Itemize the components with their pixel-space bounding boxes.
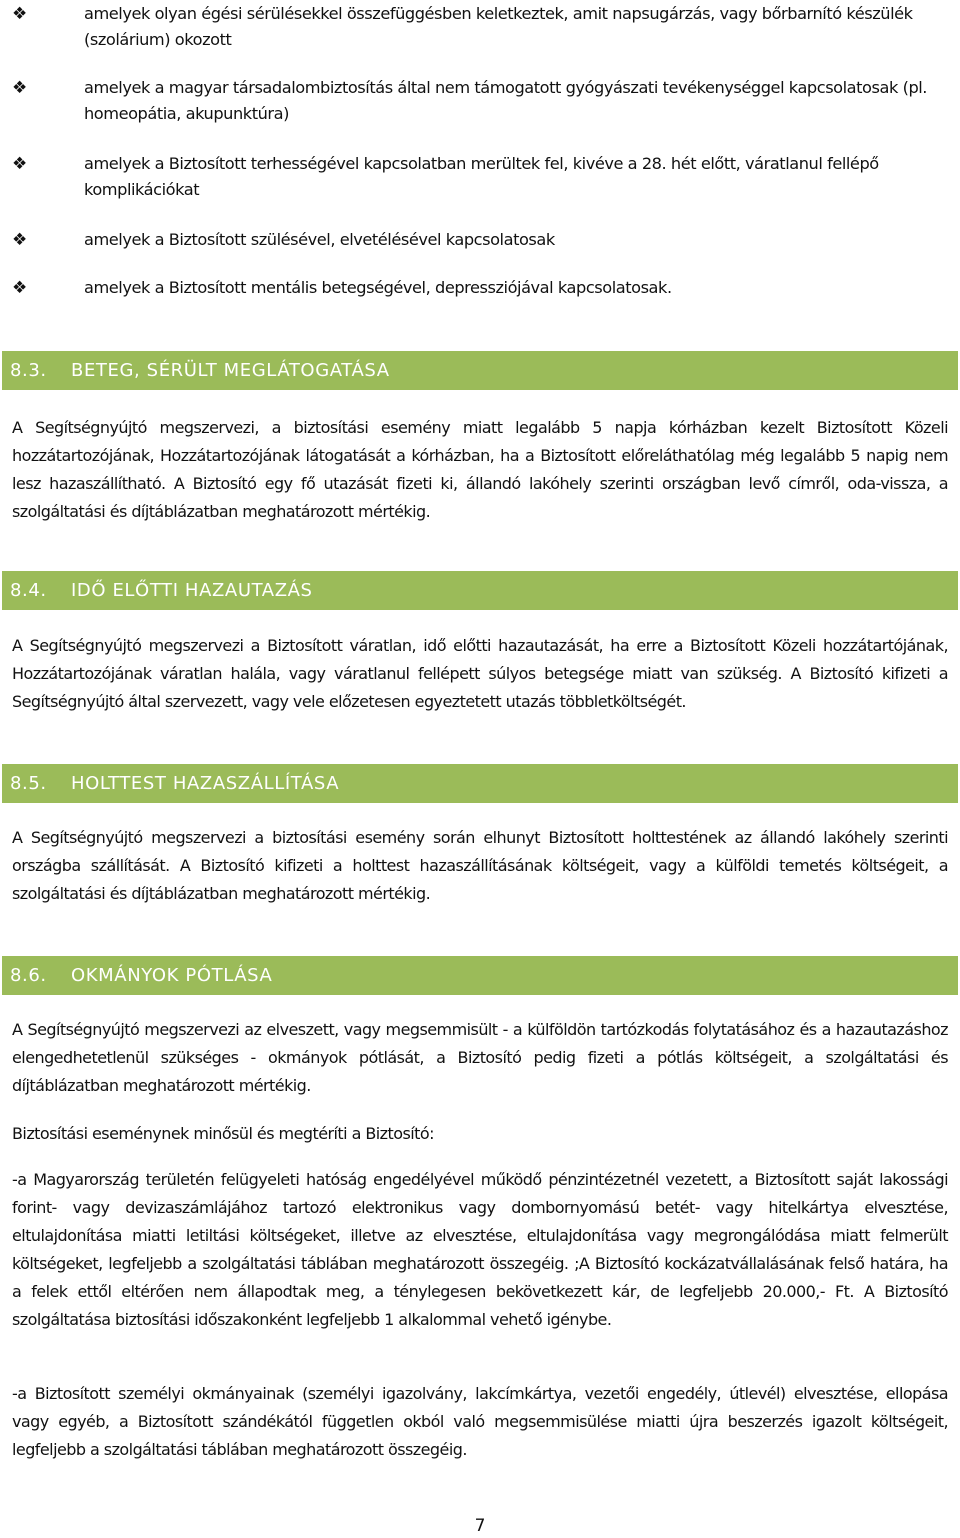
section-paragraph: Biztosítási eseménynek minősül és megtéríti a Biztosító:	[12, 1124, 434, 1143]
diamond-bullet-icon: ❖	[12, 154, 28, 174]
list-item-text: amelyek a Biztosított mentális betegségével, depressziójával kapcsolatosak.	[84, 278, 672, 297]
list-item-text: amelyek a magyar társadalombiztosítás által nem támogatott gyógyászati tevékenységgel kapcsolatosak (pl. homeopátia, akupunktúra)	[84, 78, 928, 123]
section-title: IDŐ ELŐTTI HAZAUTAZÁS	[71, 580, 313, 601]
diamond-bullet-icon: ❖	[12, 78, 28, 98]
section-number: 8.6.	[10, 965, 47, 986]
list-item	[12, 75, 952, 127]
list-item	[12, 227, 952, 253]
list-item-text: amelyek a Biztosított terhességével kapcsolatban merültek fel, kivéve a 28. hét előtt, váratlanul fellépő komplikációkat	[84, 154, 879, 199]
section-heading	[2, 351, 958, 390]
list-item	[12, 1, 952, 53]
section-paragraph: A Segítségnyújtó megszervezi a Biztosított váratlan, idő előtti hazautazását, ha erre a Biztosított Közeli hozzátartójának, Hozzátartozójának váratlan halála, vagy váratlanul fellépett súlyos betegsége miatt van szükség. A Biztosító kifizeti a Segítségnyújtó által szervezett, vagy vele előzetesen egyeztetett utazás többletköltségét.	[12, 636, 948, 711]
section-number: 8.3.	[10, 360, 47, 381]
list-item-text: amelyek a Biztosított szülésével, elvetélésével kapcsolatosak	[84, 230, 555, 249]
section-title: HOLTTEST HAZASZÁLLÍTÁSA	[71, 773, 340, 794]
section-title: OKMÁNYOK PÓTLÁSA	[71, 965, 273, 986]
section-paragraph: -a Biztosított személyi okmányainak (személyi igazolvány, lakcímkártya, vezetői engedély, útlevél) elvesztése, ellopása vagy egyéb, a Biztosított szándékától független okból való megsemmisülése miatti újra beszerzés igazolt költségeit, legfeljebb a szolgáltatási táblában meghatározott összegéig.	[12, 1384, 948, 1459]
diamond-bullet-icon: ❖	[12, 4, 28, 24]
page-number: 7	[474, 1516, 486, 1536]
section-paragraph: A Segítségnyújtó megszervezi a biztosítási esemény során elhunyt Biztosított holttestének az állandó lakóhely szerinti országba szállítását. A Biztosító kifizeti a holttest hazaszállításának költségeit, vagy a külföldi temetés költségeit, a szolgáltatási és díjtáblázatban meghatározott mértékig.	[12, 828, 948, 903]
diamond-bullet-icon: ❖	[12, 230, 28, 250]
section-heading	[2, 956, 958, 995]
section-paragraph: A Segítségnyújtó megszervezi, a biztosítási esemény miatt legalább 5 napja kórházban kezelt Biztosított Közeli hozzátartozójának, Hozzátartozójának látogatását a kórházban, ha a Biztosított előreláthatólag még legalább 5 napig nem lesz hazaszállítható. A Biztosító egy fő utazását fizeti ki, állandó lakóhely szerinti országban levő címről, oda-vissza, a szolgáltatási és díjtáblázatban meghatározott mértékig.	[12, 418, 948, 521]
section-number: 8.5.	[10, 773, 47, 794]
section-paragraph: A Segítségnyújtó megszervezi az elveszett, vagy megsemmisült - a külföldön tartózkodás folytatásához és a hazautazáshoz elengedhetetlenül szükséges - okmányok pótlását, a Biztosító pedig fizeti a pótlás költségeit, a szolgáltatási és díjtáblázatban meghatározott mértékig.	[12, 1020, 948, 1095]
section-heading	[2, 764, 958, 803]
list-item	[12, 151, 952, 203]
section-heading	[2, 571, 958, 610]
section-title: BETEG, SÉRÜLT MEGLÁTOGATÁSA	[71, 360, 390, 381]
list-item-text: amelyek olyan égési sérülésekkel összefüggésben keletkeztek, amit napsugárzás, vagy bőrbarnító készülék (szolárium) okozott	[84, 4, 913, 49]
section-number: 8.4.	[10, 580, 47, 601]
diamond-bullet-icon: ❖	[12, 278, 28, 298]
list-item	[12, 275, 952, 301]
section-paragraph: -a Magyarország területén felügyeleti hatóság engedélyével működő pénzintézetnél vezetett, a Biztosított saját lakossági forint- vagy devizaszámlájához tartozó elektronikus vagy dombornyomású betét- vagy hitelkártya elvesztése, eltulajdonítása miatti letiltási költségeket, illetve az elvesztése, eltulajdonítása vagy megrongálódása miatt felmerült költségeket, legfeljebb a szolgáltatási táblában meghatározott összegéig. ;A Biztosító kockázatvállalásának felső határa, ha a felek ettől eltérően nem állapodtak meg, a ténylegesen bekövetkezett kár, de legfeljebb 20.000,- Ft. A Biztosító szolgáltatása biztosítási időszakonként legfeljebb 1 alkalommal vehető igénybe.	[12, 1170, 948, 1329]
